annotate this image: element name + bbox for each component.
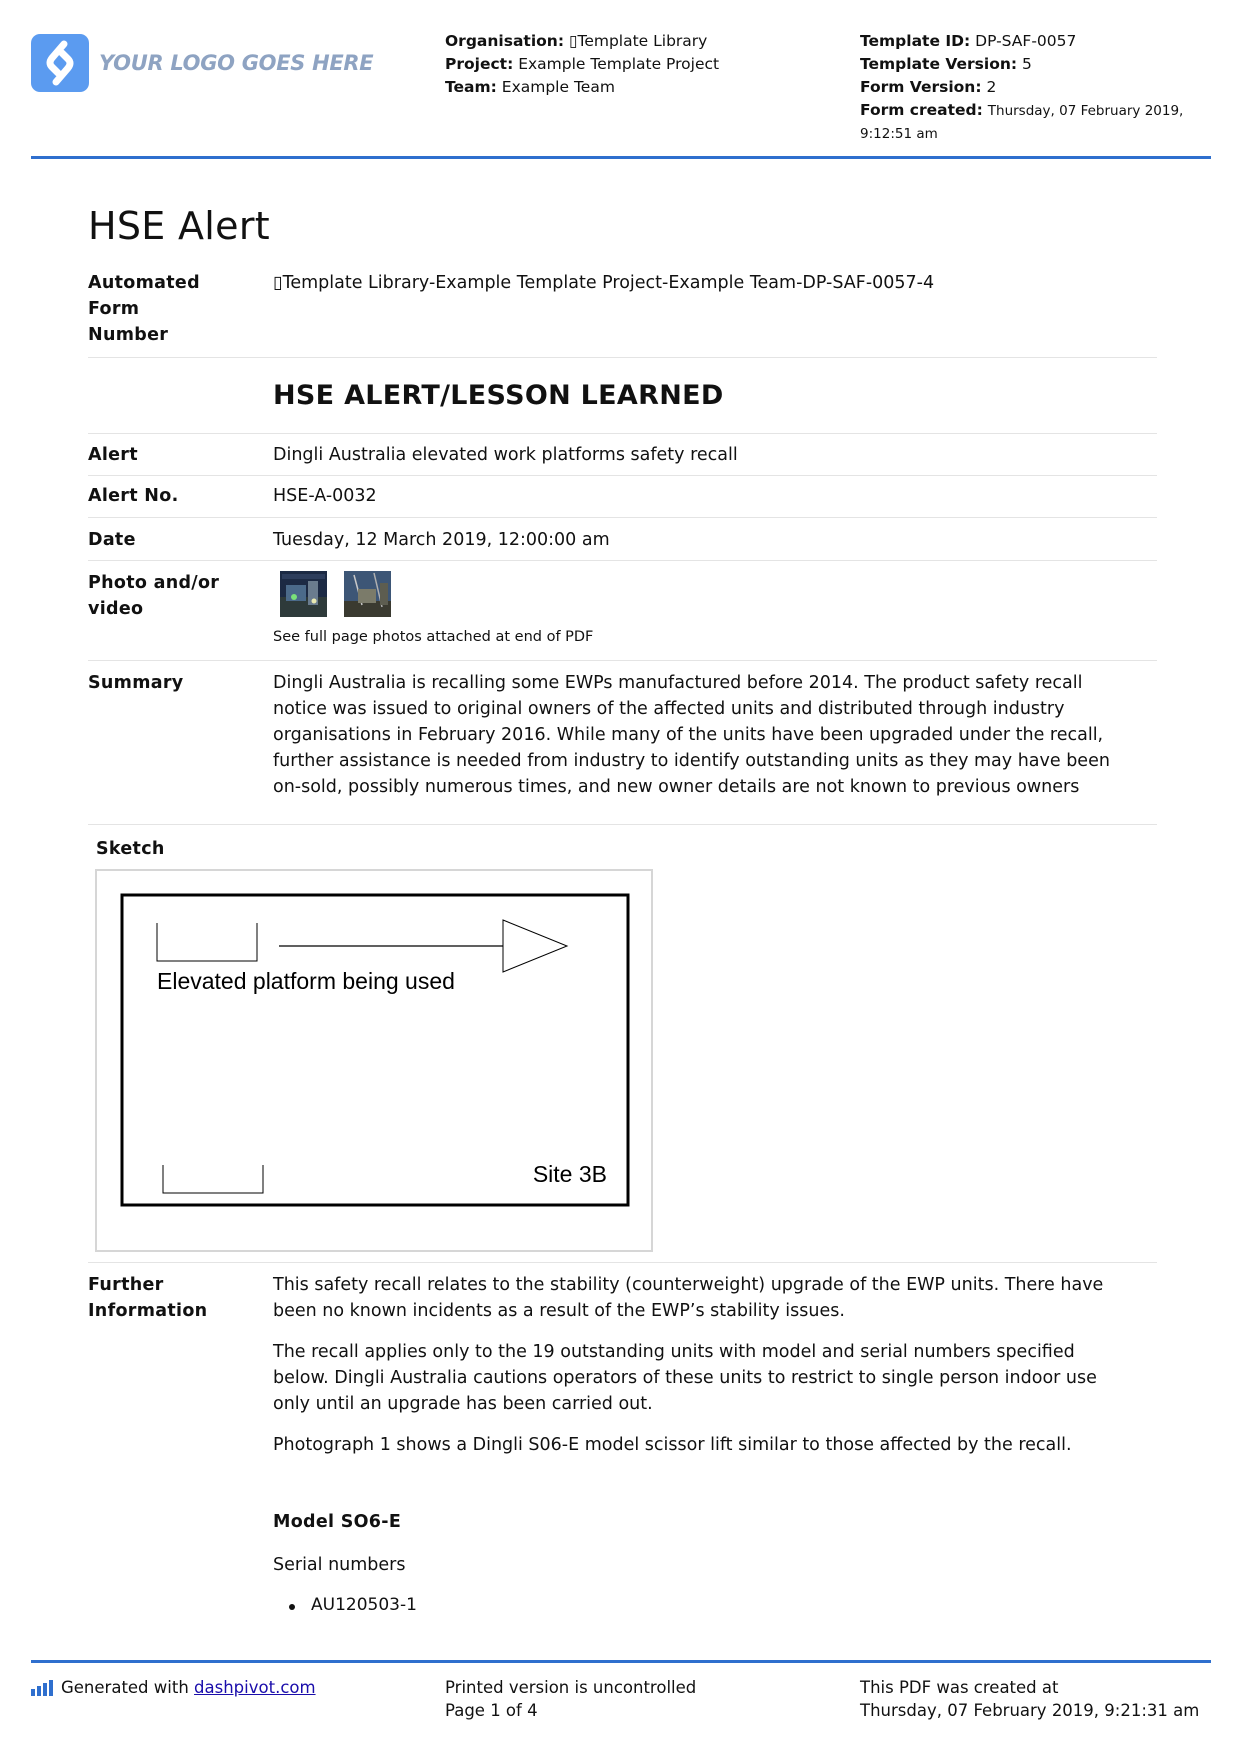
further-info-label: Further Information [88, 1275, 208, 1321]
footer-divider [31, 1660, 1211, 1663]
form-created-label: Form created: [860, 101, 983, 119]
header-divider [31, 156, 1211, 159]
serial-numbers-list [311, 1595, 417, 1615]
summary-value: Dingli Australia is recalling some EWPs manufactured before 2014. The product safety recall notice was issued to original owners of the affected units and distributed through industry organisations in February 2016. While many of the units have been upgraded under the recall, further assistance is needed from industry to identify outstanding units as they may have been on-sold, possibly numerous times, and new owner details are not known to previous owners [273, 673, 1110, 797]
sketch-image [95, 869, 653, 1252]
template-version-value: 5 [1022, 55, 1032, 73]
pdf-created-value: Thursday, 07 February 2019, 9:21:31 am [860, 1701, 1200, 1720]
date-row [88, 518, 1157, 561]
further-para-3: Photograph 1 shows a Dingli S06-E model scissor lift similar to those affected by the recall. [273, 1435, 1072, 1455]
photo-row [88, 561, 1157, 661]
photo-thumbnail-2[interactable] [344, 571, 391, 617]
form-number-icon: ▯ [273, 273, 283, 293]
template-version-label: Template Version: [860, 55, 1018, 73]
company-logo [31, 34, 373, 92]
alert-no-value: HSE-A-0032 [273, 486, 377, 506]
organisation-icon: ▯ [568, 32, 578, 50]
sketch-caption: Elevated platform being used [157, 968, 455, 994]
organisation-label: Organisation: [445, 32, 565, 50]
generated-prefix: Generated with [61, 1678, 189, 1697]
header-template-info [860, 30, 1183, 146]
logo-icon [31, 34, 89, 92]
section-title: HSE ALERT/LESSON LEARNED [273, 380, 724, 411]
further-info-value [273, 1272, 1157, 1473]
serial-numbers-label: Serial numbers [273, 1555, 406, 1575]
model-title: Model SO6-E [273, 1512, 402, 1532]
alert-label: Alert [88, 445, 138, 465]
dashpivot-icon [31, 1680, 53, 1696]
alert-no-row [88, 476, 1157, 518]
sketch-label: Sketch [96, 839, 165, 859]
summary-label: Summary [88, 673, 184, 693]
uncontrolled-note: Printed version is uncontrolled [445, 1678, 697, 1697]
team-value: Example Team [501, 78, 615, 96]
project-label: Project: [445, 55, 514, 73]
form-version-value: 2 [986, 78, 997, 96]
photo-thumbnail-1[interactable] [280, 571, 327, 617]
template-id-value: DP-SAF-0057 [975, 32, 1077, 50]
page-header [31, 30, 1211, 158]
page-number: Page 1 of 4 [445, 1701, 538, 1720]
project-value: Example Template Project [518, 55, 720, 73]
photo-label: Photo and/or video [88, 573, 220, 619]
team-label: Team: [445, 78, 497, 96]
dashpivot-link[interactable]: dashpivot.com [194, 1678, 316, 1697]
summary-row [88, 661, 1157, 825]
date-label: Date [88, 530, 136, 550]
alert-no-label: Alert No. [88, 486, 179, 506]
form-created-value-1: Thursday, 07 February 2019, [987, 103, 1184, 119]
alert-value: Dingli Australia elevated work platforms safety recall [273, 445, 738, 465]
form-number-label: Automated Form Number [88, 273, 200, 345]
header-org-info [445, 30, 719, 99]
photo-note: See full page photos attached at end of PDF [273, 629, 594, 645]
form-version-label: Form Version: [860, 78, 982, 96]
alert-row [88, 433, 1157, 476]
form-number-row [88, 268, 1157, 358]
sketch-site-label: Site 3B [532, 1161, 607, 1187]
generated-with [31, 1676, 316, 1699]
template-id-label: Template ID: [860, 32, 971, 50]
further-info-row [88, 1262, 1157, 1552]
organisation-value: Template Library [577, 32, 708, 50]
date-value: Tuesday, 12 March 2019, 12:00:00 am [273, 530, 610, 550]
form-number-value: ▯Template Library-Example Template Project-Example Team-DP-SAF-0057-4 [273, 273, 935, 293]
photo-thumbnails [280, 571, 391, 617]
further-para-1: This safety recall relates to the stability (counterweight) upgrade of the EWP units. There have been no known incidents as a result of the EWP’s stability issues. [273, 1275, 1104, 1321]
pdf-created-info [860, 1676, 1199, 1722]
pdf-created-label: This PDF was created at [860, 1678, 1059, 1697]
form-created-value-2: 9:12:51 am [860, 126, 938, 142]
print-info [445, 1676, 696, 1722]
further-para-2: The recall applies only to the 19 outstanding units with model and serial numbers specified below. Dingli Australia cautions operators of these units to restrict to single person indoor use only until an upgrade has been carried out. [273, 1342, 1097, 1414]
page-title: HSE Alert [88, 204, 270, 248]
list-item: AU120503-1 [311, 1595, 417, 1615]
logo-text: YOUR LOGO GOES HERE [99, 51, 374, 75]
